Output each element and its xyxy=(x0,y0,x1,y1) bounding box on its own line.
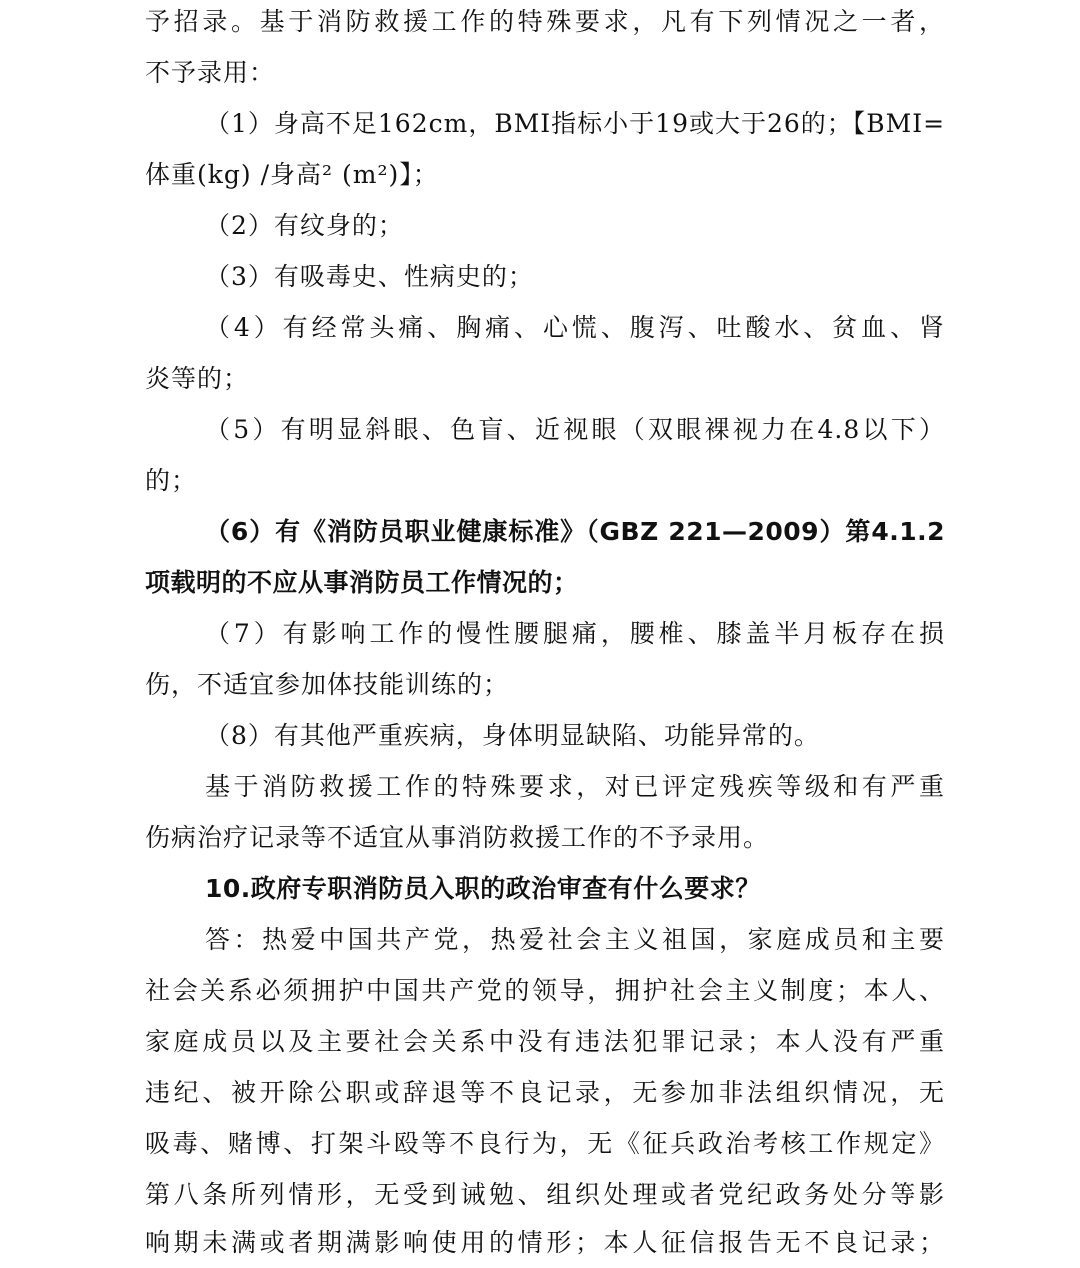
list-item-4: （4）有经常头痛、胸痛、心慌、腹泻、吐酸水、贫血、肾 xyxy=(205,313,945,342)
text-line: 社会关系必须拥护中国共产党的领导，拥护社会主义制度；本人、 xyxy=(145,976,945,1005)
answer-line: 答：热爱中国共产党，热爱社会主义祖国，家庭成员和主要 xyxy=(205,925,945,954)
text-line: 第八条所列情形，无受到诫勉、组织处理或者党纪政务处分等影 xyxy=(145,1180,945,1209)
question-heading: 10.政府专职消防员入职的政治审查有什么要求？ xyxy=(205,874,761,903)
text-line: 项载明的不应从事消防员工作情况的； xyxy=(145,568,579,597)
list-item-6: （6）有《消防员职业健康标准》（GBZ 221—2009）第4.1.2 xyxy=(205,517,945,546)
text-line: 予招录。基于消防救援工作的特殊要求，凡有下列情况之一者， xyxy=(145,7,945,36)
list-item-8: （8）有其他严重疾病，身体明显缺陷、功能异常的。 xyxy=(205,721,820,750)
text-line: 响期未满或者期满影响使用的情形；本人征信报告无不良记录； xyxy=(145,1228,945,1257)
list-item-3: （3）有吸毒史、性病史的； xyxy=(205,262,534,291)
list-item-5: （5）有明显斜眼、色盲、近视眼（双眼裸视力在4.8以下） xyxy=(205,415,945,444)
list-item-1: （1）身高不足162cm，BMI指标小于19或大于26的；【BMI= xyxy=(205,109,946,138)
text-line: 伤，不适宜参加体技能训练的； xyxy=(145,670,510,699)
text-line: 伤病治疗记录等不适宜从事消防救援工作的不予录用。 xyxy=(145,823,770,852)
text-line: 的； xyxy=(145,466,198,495)
text-line: 吸毒、赌博、打架斗殴等不良行为，无《征兵政治考核工作规定》 xyxy=(145,1129,945,1158)
text-line: 家庭成员以及主要社会关系中没有违法犯罪记录；本人没有严重 xyxy=(145,1027,945,1056)
text-line: 违纪、被开除公职或辞退等不良记录，无参加非法组织情况，无 xyxy=(145,1078,945,1107)
text-line: 不予录用： xyxy=(145,58,276,87)
list-item-2: （2）有纹身的； xyxy=(205,211,404,240)
paragraph-line: 基于消防救援工作的特殊要求，对已评定残疾等级和有严重 xyxy=(205,772,945,801)
text-line: 炎等的； xyxy=(145,364,250,393)
text-line: 体重(kg) /身高² (m²)】； xyxy=(145,160,439,189)
list-item-7: （7）有影响工作的慢性腰腿痛，腰椎、膝盖半月板存在损 xyxy=(205,619,945,648)
